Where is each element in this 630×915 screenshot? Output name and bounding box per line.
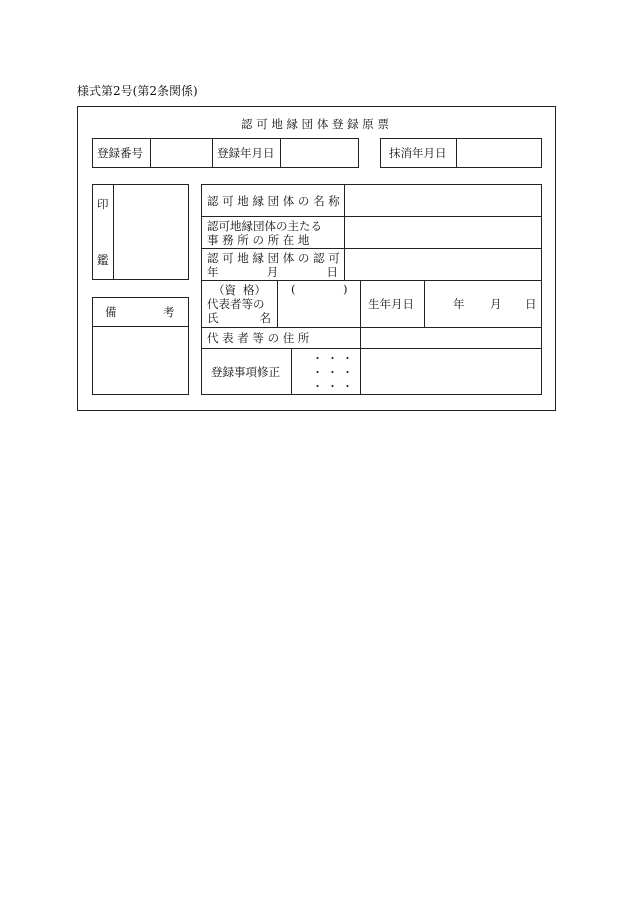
modification-label: 登録事項修正	[211, 365, 280, 379]
approval-date-label-1: 認 可 地 縁 団 体 の 認 可	[207, 251, 340, 265]
registration-number-label: 登録番号	[97, 146, 143, 160]
birth-date-field[interactable]	[425, 281, 541, 327]
group-name-label: 認 可 地 縁 団 体 の 名 称	[207, 194, 340, 208]
approval-day-label: 日	[326, 265, 338, 279]
office-location-label-1: 認可地縁団体の主たる	[207, 219, 322, 233]
remarks-label-right: 考	[163, 305, 175, 319]
remarks-label-left: 備	[105, 305, 117, 319]
name-char-a: 氏	[207, 311, 219, 325]
group-name-field[interactable]	[345, 185, 541, 216]
paren-open: (	[291, 282, 296, 296]
representative-name-field[interactable]	[278, 281, 360, 327]
registration-date-field[interactable]	[281, 139, 358, 167]
divider	[212, 138, 213, 168]
birth-year-label: 年	[453, 297, 465, 311]
dots-row-1: ・・・	[312, 352, 357, 365]
qualification-open: （資	[213, 283, 236, 297]
cancellation-date-label: 抹消年月日	[389, 146, 447, 160]
office-location-field[interactable]	[345, 217, 541, 248]
qualification-close: 格）	[243, 283, 266, 297]
seal-field[interactable]	[114, 185, 188, 279]
representative-name-label	[207, 311, 271, 325]
form-caption: 様式第2号(第2条関係)	[77, 84, 198, 98]
qualification-label	[213, 283, 266, 297]
seal-label-bottom: 鑑	[97, 253, 109, 267]
dots-row-2: ・・・	[312, 366, 357, 379]
registration-number-field[interactable]	[151, 139, 212, 167]
registration-date-label: 登録年月日	[217, 146, 275, 160]
birth-month-label: 月	[490, 297, 502, 311]
office-location-label-2: 事 務 所 の 所 在 地	[207, 233, 310, 247]
remarks-field[interactable]	[93, 327, 188, 394]
address-label: 代 表 者 等 の 住 所	[207, 331, 310, 345]
name-char-b: 名	[259, 311, 271, 325]
approval-year-label: 年	[207, 265, 219, 279]
divider	[291, 348, 292, 395]
address-field[interactable]	[361, 328, 541, 348]
paren-close: )	[343, 282, 348, 296]
form-title: 認 可 地 縁 団 体 登 録 原 票	[241, 117, 389, 131]
representative-label: 代表者等の	[207, 297, 265, 311]
dots-row-3: ・・・	[312, 380, 357, 393]
birth-date-label: 生年月日	[368, 297, 414, 311]
approval-date-label-2	[207, 265, 338, 279]
seal-label-top: 印	[97, 197, 109, 211]
birth-day-label: 日	[525, 297, 537, 311]
modification-field[interactable]	[361, 349, 541, 394]
approval-date-field[interactable]	[345, 249, 541, 280]
approval-month-label: 月	[266, 265, 279, 279]
cancellation-date-field[interactable]	[457, 139, 541, 167]
